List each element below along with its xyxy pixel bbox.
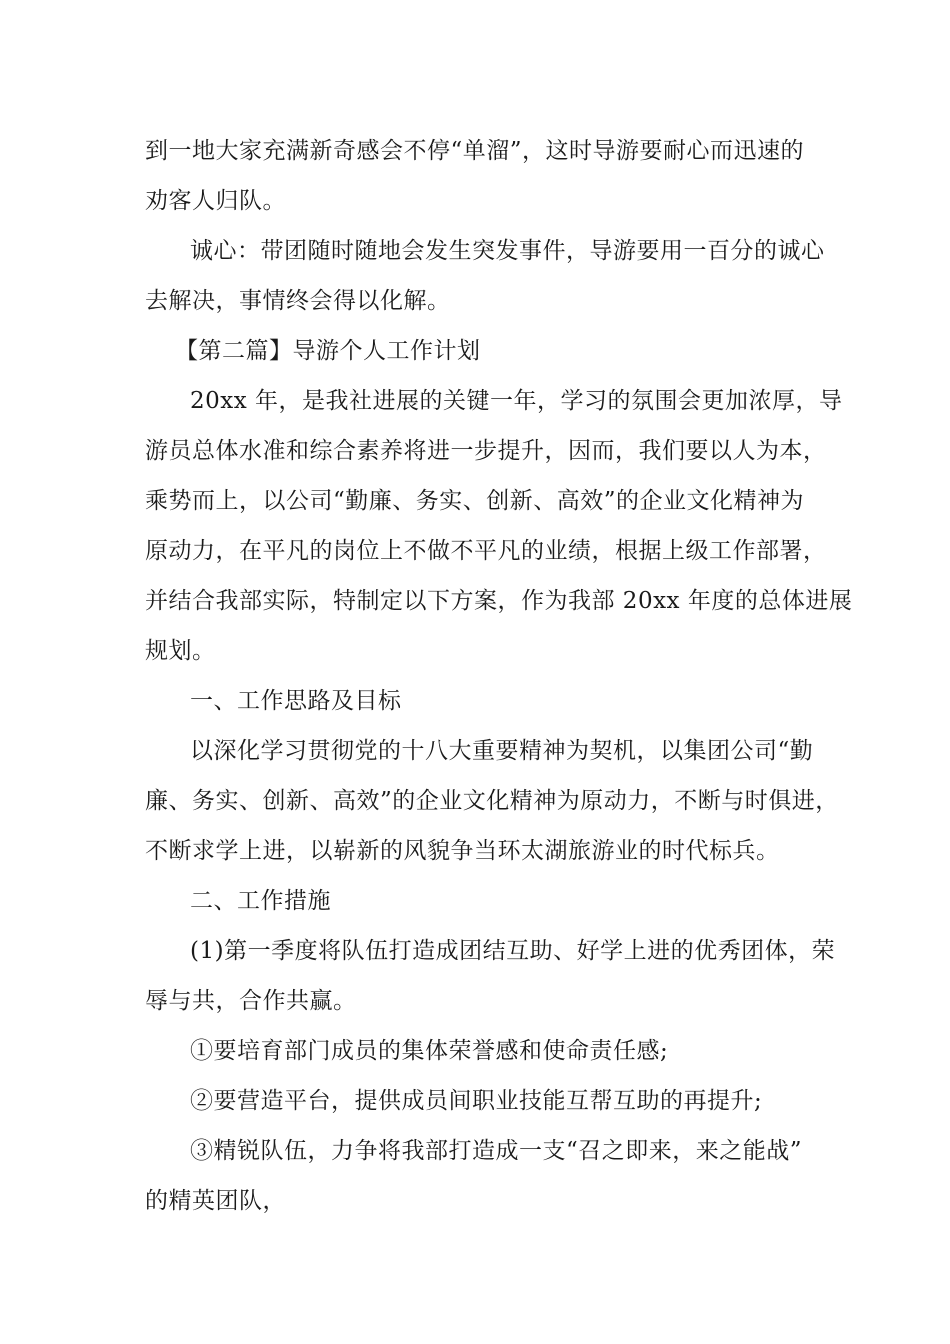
list-item: ②要营造平台，提供成员间职业技能互帮互助的再提升; bbox=[190, 1088, 763, 1114]
subsection-heading: 二、工作措施 bbox=[190, 888, 331, 914]
subsection-heading: 一、工作思路及目标 bbox=[190, 688, 402, 714]
text-line: 原动力，在平凡的岗位上不做不平凡的业绩，根据上级工作部署， bbox=[145, 538, 827, 564]
text-line: 并结合我部实际，特制定以下方案，作为我部 20xx 年度的总体进展 bbox=[145, 588, 853, 614]
list-item: ①要培育部门成员的集体荣誉感和使命责任感; bbox=[190, 1038, 669, 1064]
text-line: 辱与共，合作共赢。 bbox=[145, 988, 357, 1014]
text-line: 劝客人归队。 bbox=[145, 188, 286, 214]
text-line: 不断求学上进，以崭新的风貌争当环太湖旅游业的时代标兵。 bbox=[145, 838, 780, 864]
text-line: 的精英团队， bbox=[145, 1188, 286, 1214]
text-line: 廉、务实、创新、高效”的企业文化精神为原动力，不断与时俱进， bbox=[145, 788, 839, 814]
text-line: (1)第一季度将队伍打造成团结互助、好学上进的优秀团体，荣 bbox=[190, 938, 836, 964]
text-line: 游员总体水准和综合素养将进一步提升，因而，我们要以人为本， bbox=[145, 438, 827, 464]
text-line: 以深化学习贯彻党的十八大重要精神为契机，以集团公司“勤 bbox=[190, 738, 814, 764]
text-line: 去解决，事情终会得以化解。 bbox=[145, 288, 451, 314]
section-heading: 【第二篇】导游个人工作计划 bbox=[175, 338, 481, 364]
list-item: ③精锐队伍，力争将我部打造成一支“召之即来，来之能战” bbox=[190, 1138, 803, 1164]
text-line: 诚心：带团随时随地会发生突发事件，导游要用一百分的诚心 bbox=[190, 238, 825, 264]
text-line: 到一地大家充满新奇感会不停“单溜”，这时导游要耐心而迅速的 bbox=[145, 138, 805, 164]
text-line: 规划。 bbox=[145, 638, 216, 664]
text-line: 20xx 年，是我社进展的关键一年，学习的氛围会更加浓厚，导 bbox=[190, 388, 843, 414]
text-line: 乘势而上，以公司“勤廉、务实、创新、高效”的企业文化精神为 bbox=[145, 488, 805, 514]
